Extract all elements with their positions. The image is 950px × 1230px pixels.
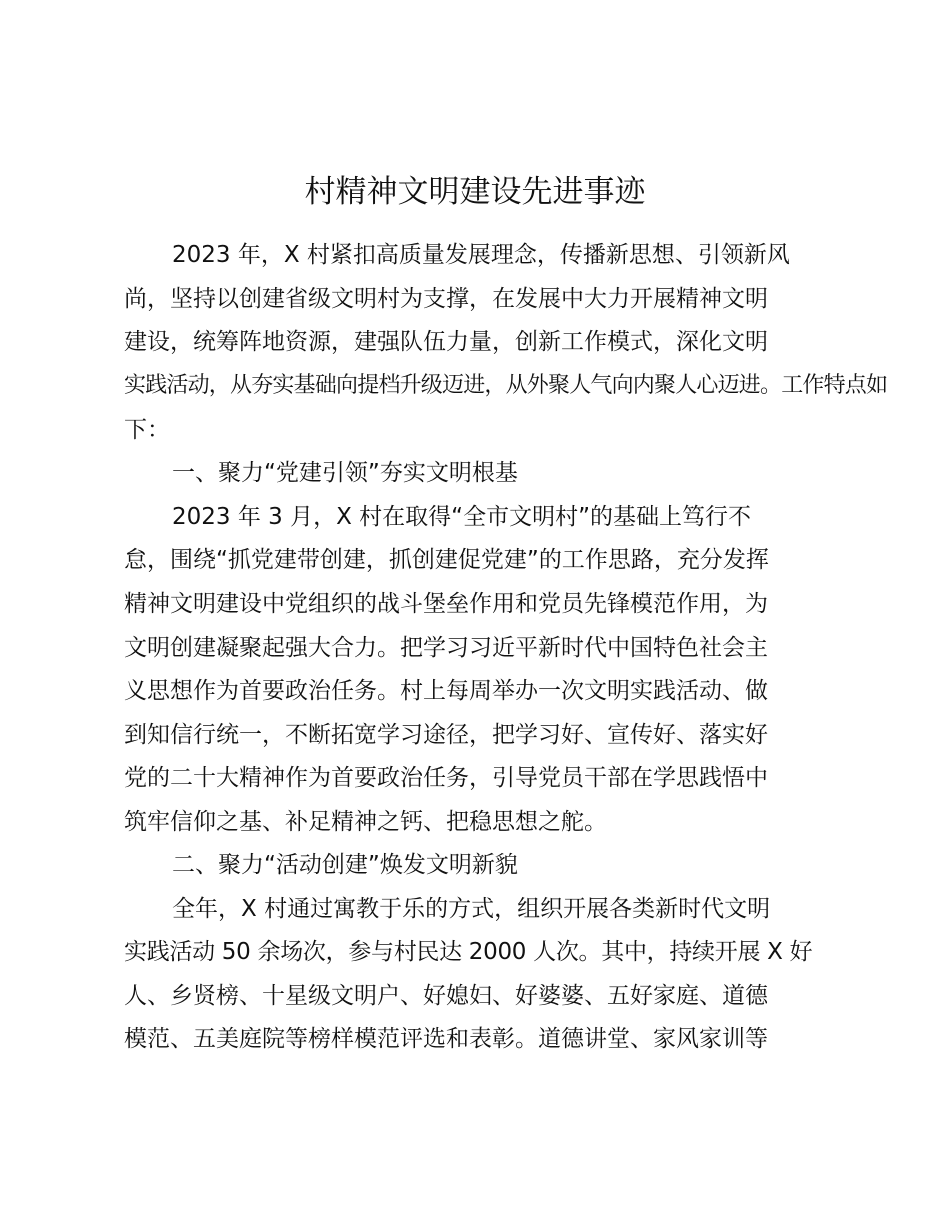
paragraph-line: 精神文明建设中党组织的战斗堡垒作用和党员先锋模范作用，为 bbox=[124, 591, 768, 617]
paragraph-line: 实践活动 50 余场次，参与村民达 2000 人次。其中，持续开展 X 好 bbox=[124, 939, 813, 965]
paragraph-line: 到知信行统一，不断拓宽学习途径，把学习好、宣传好、落实好 bbox=[124, 722, 768, 748]
paragraph-line: 义思想作为首要政治任务。村上每周举办一次文明实践活动、做 bbox=[124, 678, 768, 704]
document-title: 村精神文明建设先进事迹 bbox=[304, 174, 646, 210]
paragraph-line: 实践活动，从夯实基础向提档升级迈进，从外聚人气向内聚人心迈进。工作特点如 bbox=[124, 373, 888, 398]
paragraph-line: 全年，X 村通过寓教于乐的方式，组织开展各类新时代文明 bbox=[172, 896, 771, 922]
paragraph-line: 筑牢信仰之基、补足精神之钙、把稳思想之舵。 bbox=[124, 809, 607, 835]
paragraph-line: 下： bbox=[124, 417, 170, 443]
paragraph-line: 怠，围绕“抓党建带创建，抓创建促党建”的工作思路，充分发挥 bbox=[124, 547, 769, 573]
paragraph-line: 尚，坚持以创建省级文明村为支撑，在发展中大力开展精神文明 bbox=[124, 286, 768, 312]
paragraph-line: 2023 年 3 月，X 村在取得“全市文明村”的基础上笃行不 bbox=[172, 504, 751, 530]
paragraph-line: 2023 年，X 村紧扣高质量发展理念，传播新思想、引领新风 bbox=[172, 242, 790, 268]
paragraph-line: 党的二十大精神作为首要政治任务，引导党员干部在学思践悟中 bbox=[124, 765, 768, 791]
paragraph-line: 模范、五美庭院等榜样模范评选和表彰。道德讲堂、家风家训等 bbox=[124, 1026, 768, 1052]
paragraph-line: 人、乡贤榜、十星级文明户、好媳妇、好婆婆、五好家庭、道德 bbox=[124, 983, 768, 1009]
section-heading: 二、聚力“活动创建”焕发文明新貌 bbox=[172, 852, 518, 878]
section-heading: 一、聚力“党建引领”夯实文明根基 bbox=[172, 460, 518, 486]
paragraph-line: 建设，统筹阵地资源，建强队伍力量，创新工作模式，深化文明 bbox=[124, 329, 768, 355]
paragraph-line: 文明创建凝聚起强大合力。把学习习近平新时代中国特色社会主 bbox=[124, 635, 768, 661]
